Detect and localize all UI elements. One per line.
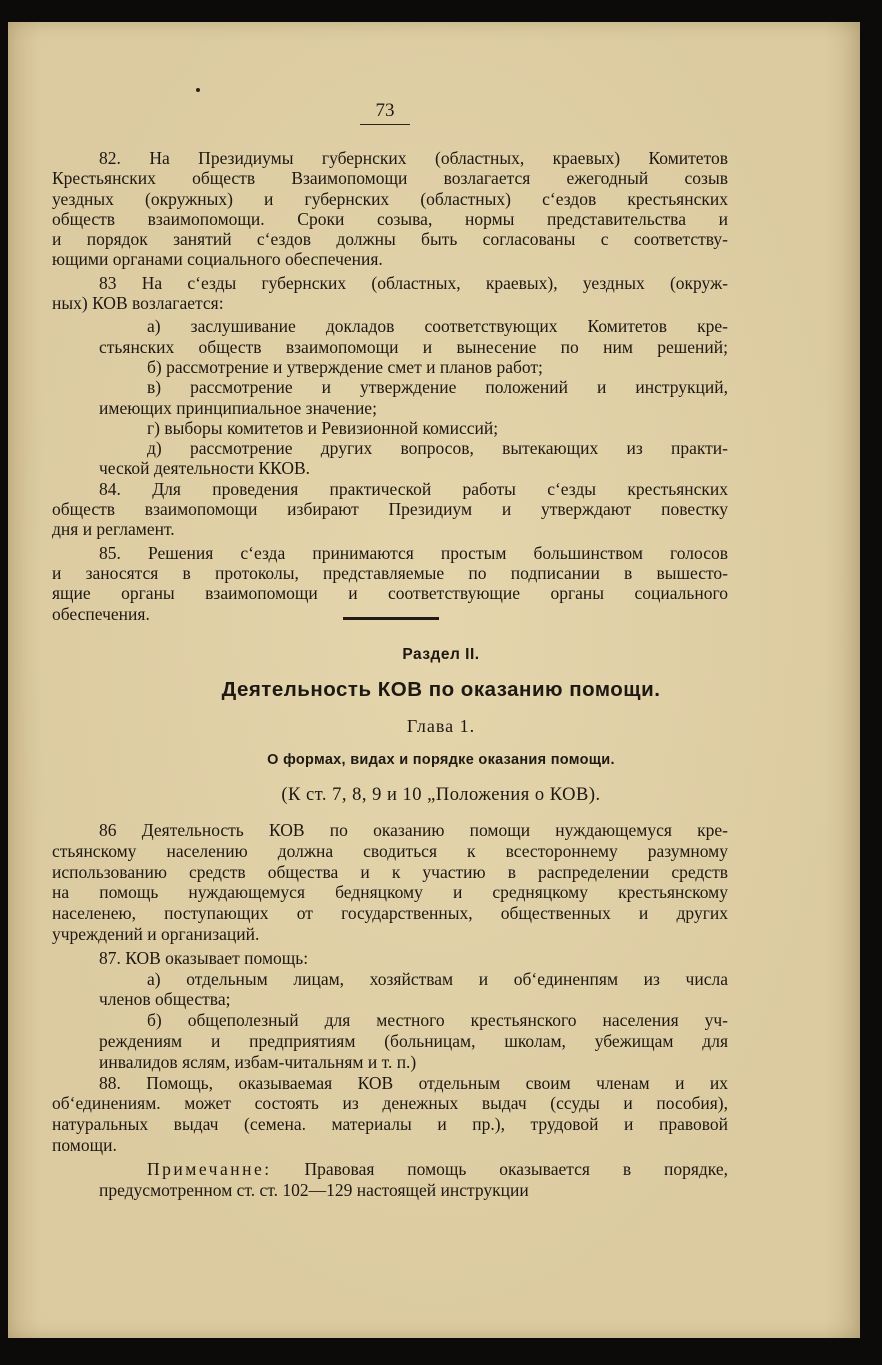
text-line: ющими органами социального обеспечения. — [52, 249, 383, 270]
text-line: населенею, поступающих от государственных, общественных и других — [52, 903, 728, 924]
text-line: 82. На Президиумы губернских (областных, краевых) Комитетов — [99, 148, 728, 168]
chapter-label: Глава 1. — [406, 716, 476, 736]
text-line: б) рассмотрение и утверждение смет и планов работ; — [147, 356, 543, 377]
text-line: обществ взаимопомощи избирают Президиум и утверждают повестку — [52, 499, 728, 520]
text-line: уездных (окружных) и губернских (областных) с‘ездов крестьянских — [52, 188, 728, 209]
chapter-title: О формах, видах и порядке оказания помощи. — [267, 752, 615, 768]
print-speck — [196, 88, 200, 92]
section-separator — [343, 617, 439, 620]
text-line: а) заслушивание докладов соответствующих Комитетов кре- — [147, 316, 728, 337]
section-a-text — [52, 148, 728, 624]
section-b-text — [52, 820, 728, 1200]
text-line: и порядок занятий с‘ездов должны быть согласованы с соответству- — [52, 229, 728, 250]
text-line: помощи. — [52, 1134, 117, 1155]
text-line: стьянских обществ взаимопомощи и вынесение по ним решений; — [99, 336, 728, 357]
text-line: об‘единениям. может состоять из денежных выдач (ссуды и пособия), — [52, 1093, 728, 1114]
note-line: предусмотренном ст. ст. 102—129 настоящей инструкции — [99, 1179, 529, 1200]
text-line: имеющих принципиальное значение; — [99, 397, 377, 418]
text-line: инвалидов яслям, избам-читальням и т. п.) — [99, 1051, 417, 1072]
text-line: членов общества; — [99, 989, 231, 1010]
text-line: г) выборы комитетов и Ревизионной комиссий; — [147, 417, 499, 438]
note-text: Правовая помощь оказывается в порядке, — [304, 1158, 729, 1179]
text-line: обеспечения. — [52, 603, 150, 624]
text-line: ящие органы взаимопомощи и соответствующие органы социального — [52, 583, 728, 604]
text-line: б) общеполезный для местного крестьянского населения уч- — [147, 1010, 728, 1031]
text-line: на помощь нуждающемуся бедняцкому и средняцкому крестьянскому — [52, 882, 728, 903]
text-line: Крестьянских обществ Взаимопомощи возлагается ежегодный созыв — [52, 168, 728, 189]
text-line: а) отдельным лицам, хозяйствам и об‘единенпям из числа — [147, 968, 728, 989]
text-line: 87. КОВ оказывает помощь: — [99, 947, 309, 968]
text-line: 85. Решения с‘езда принимаются простым большинством голосов — [99, 542, 728, 563]
note-line — [52, 1159, 728, 1180]
text-line: использованию средств общества и к участию в распределении средств — [52, 861, 728, 882]
text-line: 84. Для проведения практической работы с‘езды крестьянских — [99, 478, 728, 499]
text-line: учреждений и организаций. — [52, 923, 260, 944]
text-line: реждениям и предприятиям (больницам, школам, убежищам для — [99, 1030, 728, 1051]
text-line: д) рассмотрение других вопросов, вытекающих из практи- — [147, 438, 728, 459]
text-line: ческой деятельности ККОВ. — [99, 458, 311, 479]
section-label: Раздел II. — [402, 646, 480, 663]
reference-line: (К ст. 7, 8, 9 и 10 „Положения о КОВ). — [281, 785, 601, 805]
text-line: натуральных выдач (семена. материалы и пр.), трудовой и правовой — [52, 1114, 728, 1135]
text-line: ных) КОВ возлагается: — [52, 293, 224, 314]
text-line: дня и регламент. — [52, 519, 175, 540]
page-number: 73 — [360, 100, 410, 125]
text-line: 83 На с‘езды губернских (областных, краевых), уездных (окруж- — [99, 272, 728, 293]
text-line: и заносятся в протоколы, представляемые по подписании в вышесто- — [52, 562, 728, 583]
text-line: 86 Деятельность КОВ по оказанию помощи нуждающемуся кре- — [99, 820, 728, 840]
text-line: 88. Помощь, оказываемая КОВ отдельным своим членам и их — [99, 1072, 728, 1093]
section-title: Деятельность КОВ по оказанию помощи. — [221, 678, 661, 701]
text-line: стьянскому населению должна сводиться к всестороннему разумному — [52, 840, 728, 861]
text-line: обществ взаимопомощи. Сроки созыва, нормы представительства и — [52, 208, 728, 229]
text-line: в) рассмотрение и утверждение положений и инструкций, — [147, 377, 728, 398]
note-label: Примечанне: — [147, 1158, 272, 1179]
